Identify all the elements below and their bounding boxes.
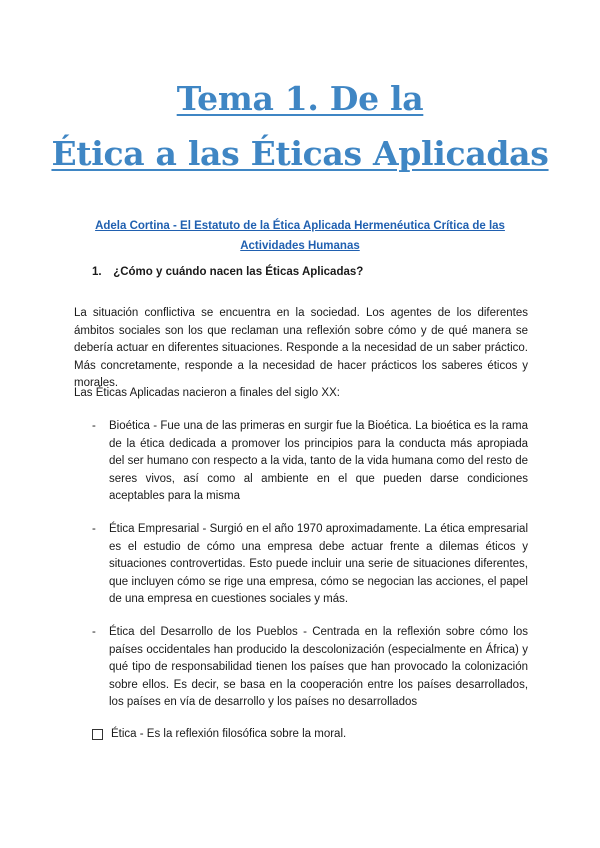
list-item-lead: Bioética - Fue una de las primeras en surgir fue la Bioética. — [109, 420, 412, 432]
list-dash: - — [92, 626, 96, 638]
list-item-etica-desarrollo — [92, 624, 528, 712]
checkbox-item — [92, 728, 346, 740]
body-paragraph: La situación conflictiva se encuentra en la sociedad. Los agentes de los diferentes ámbitos sociales son los que reclaman una reflexión sobre cómo y de qué manera se debería actuar en diferentes situaciones. Responde a la necesidad de un saber práctico. Más concretamente, responde a la necesidad de hacer prácticos los saberes éticos y morales. — [74, 307, 528, 390]
question-number: 1. — [92, 266, 102, 278]
question-text: ¿Cómo y cuándo nacen las Éticas Aplicadas? — [113, 266, 364, 278]
list-item-lead: Ética Empresarial - Surgió en el año 1970 aproximadamente. — [109, 523, 421, 535]
list-item-body — [109, 418, 528, 506]
list-item-etica-empresarial — [92, 521, 528, 609]
list-item-lead: Ética del Desarrollo de los Pueblos - Centrada en la reflexión sobre cómo los países occidentales han producido la descolonización (especialmente en África) y qué tipo de responsabilidad tienen los países que han provocado la colonización sobre ellos. — [109, 626, 528, 691]
list-dash: - — [92, 420, 96, 432]
title-line-1: Tema 1. De la — [176, 79, 424, 118]
question-heading — [92, 266, 363, 278]
list-item-text: Es decir, se basa en la cooperación entre los países desarrollados, los países en vía de desarrollo y los países no desarrollados — [109, 678, 529, 709]
checkbox-item-text: Ética - Es la reflexión filosófica sobre la moral. — [111, 728, 347, 740]
subtitle-link[interactable]: Adela Cortina - El Estatuto de la Ética Aplicada Hermenéutica Crítica de las Actividades Humanas — [95, 220, 505, 252]
list-dash: - — [92, 523, 96, 535]
list-item-body — [109, 521, 528, 609]
checkbox-icon[interactable] — [92, 729, 103, 740]
title-line-2: Ética a las Éticas Aplicadas — [51, 134, 549, 173]
list-item-bioetica — [92, 418, 528, 506]
intro-line: Las Éticas Aplicadas nacieron a finales del siglo XX: — [74, 387, 340, 399]
list-item-body — [109, 624, 528, 712]
list-item-text: La ética empresarial es el estudio de cómo una empresa debe actuar frente a dilemas éticos y situaciones controvertidas. Esto puede incluir una serie de situaciones diferentes, que incluyen cómo se rige una empresa, cómo se negocian las acciones, el papel de una empresa en cuestiones sociales y más. — [109, 523, 529, 606]
list-item-text: La bioética es la rama de la ética dedicada a promover los principios para la conducta más apropiada del ser humano con respecto a la vida, tanto de la vida humana como del resto de seres vivos, así como al ambiente en el que pueden darse condiciones aceptables para la misma — [109, 420, 528, 503]
